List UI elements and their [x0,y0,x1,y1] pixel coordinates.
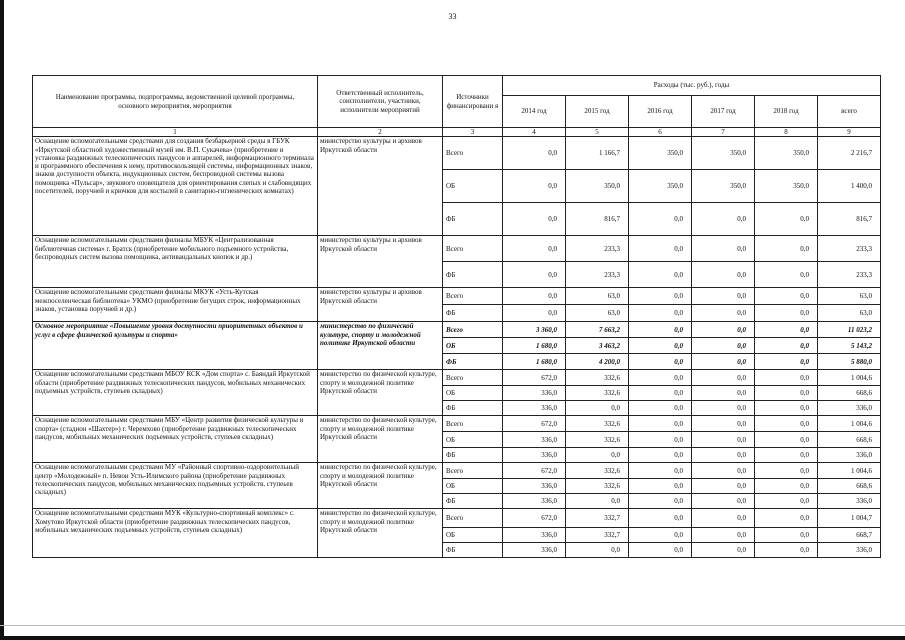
value-total: 336,0 [818,448,881,463]
value-2014: 336,0 [503,386,566,401]
value-2017: 0,0 [692,370,755,386]
value-2016: 350,0 [629,170,692,203]
value-2014: 1 680,0 [503,338,566,354]
value-2014: 672,0 [503,416,566,432]
measure-name: Основное мероприятие «Повышение уровня доступности приоритетных объектов и услуг в сфере физической культуры и спорта» [33,322,318,370]
funding-source: Всего [443,288,503,305]
value-2017: 0,0 [692,463,755,479]
value-2015: 350,0 [566,170,629,203]
value-2018: 0,0 [755,448,818,463]
value-2017: 0,0 [692,338,755,354]
funding-source: ФБ [443,448,503,463]
value-2015: 332,6 [566,463,629,479]
value-2014: 0,0 [503,288,566,305]
responsible-executor: министерство по физической культуре, спорту и молодежной политике Иркутской области [318,463,443,509]
header-year: 2015 год [566,96,629,128]
header-row [33,76,881,96]
column-number: 9 [818,128,881,137]
value-2016: 0,0 [629,386,692,401]
funding-source: ФБ [443,262,503,288]
funding-source: Всего [443,322,503,338]
value-total: 2 216,7 [818,137,881,170]
responsible-executor: министерство культуры и архивов Иркутской области [318,236,443,288]
header-year: 2017 год [692,96,755,128]
value-2018: 0,0 [755,528,818,543]
value-2017: 350,0 [692,170,755,203]
header-source: Источники финансировани я [443,76,503,128]
value-total: 336,0 [818,494,881,509]
responsible-executor: министерство по физической культуре, спорту и молодежной политике Иркутской области [318,370,443,416]
scan-edge-left [0,0,4,640]
measure-name: Оснащение вспомогательными средствами МБУ «Центр развития физической культуры и спорта» (стадион «Шахтер») г. Черемхово (приобретение раздвижных телескопических пандусов, мобильных механических подъемных устройств, ступеьев складных) [33,416,318,463]
funding-source: ОБ [443,386,503,401]
value-total: 63,0 [818,288,881,305]
value-total: 5 143,2 [818,338,881,354]
value-total: 11 023,2 [818,322,881,338]
value-total: 668,6 [818,386,881,401]
responsible-executor: министерство культуры и архивов Иркутской области [318,288,443,322]
value-2017: 0,0 [692,416,755,432]
header-total: всего [818,96,881,128]
value-2014: 672,0 [503,509,566,528]
value-2014: 0,0 [503,305,566,322]
value-total: 336,0 [818,401,881,416]
value-2015: 0,0 [566,494,629,509]
value-2018: 0,0 [755,305,818,322]
value-2015: 3 463,2 [566,338,629,354]
value-2017: 0,0 [692,479,755,494]
value-2014: 336,0 [503,494,566,509]
funding-source: Всего [443,137,503,170]
value-2016: 0,0 [629,543,692,558]
funding-source: ФБ [443,401,503,416]
value-2017: 0,0 [692,386,755,401]
measure-name: Оснащение вспомогательными средствами МУ «Районный спортивно-оздоровительный центр «Молодежный» п. Невон Усть-Илимского района (приобретение раздвижных телескопических пандусов, мобильных механических подъемных устройств, ступеьев складных) [33,463,318,509]
funding-source: Всего [443,509,503,528]
scan-edge-bottom [0,636,905,640]
value-2016: 0,0 [629,236,692,262]
value-2015: 332,6 [566,432,629,448]
funding-source: ФБ [443,494,503,509]
value-2017: 0,0 [692,401,755,416]
value-2014: 1 680,0 [503,354,566,370]
funding-source: ОБ [443,528,503,543]
table-row [33,137,881,170]
value-2016: 0,0 [629,509,692,528]
value-2018: 0,0 [755,386,818,401]
responsible-executor: министерство по физической культуре, спорту и молодежной политике Иркутской области [318,322,443,370]
value-total: 5 880,0 [818,354,881,370]
value-2016: 0,0 [629,432,692,448]
value-2016: 0,0 [629,338,692,354]
header-program: Наименование программы, подпрограммы, ведомственной целевой программы, основного мероприятия, мероприятия [33,76,318,128]
table-row [33,509,881,528]
measure-name: Оснащение вспомогательными средствами филиалы МКУК «Усть-Кутская межпоселенческая библиотека» УКМО (приобретение бегущих строк, информационных знаков, установка поручней и др.) [33,288,318,322]
value-2018: 0,0 [755,479,818,494]
value-2015: 233,3 [566,262,629,288]
value-2018: 0,0 [755,262,818,288]
table-row [33,236,881,262]
table-row [33,463,881,479]
column-number: 2 [318,128,443,137]
column-numbers-row [33,128,881,137]
value-2014: 336,0 [503,401,566,416]
value-2018: 0,0 [755,543,818,558]
value-total: 233,3 [818,236,881,262]
funding-source: ОБ [443,338,503,354]
value-2016: 0,0 [629,322,692,338]
table-row [33,416,881,432]
value-2014: 0,0 [503,262,566,288]
header-expenses: Расходы (тыс. руб.), годы [503,76,881,96]
value-total: 668,7 [818,528,881,543]
header-year: 2014 год [503,96,566,128]
value-2017: 0,0 [692,288,755,305]
value-2018: 0,0 [755,463,818,479]
header-year: 2018 год [755,96,818,128]
value-total: 1 400,0 [818,170,881,203]
value-2015: 332,7 [566,509,629,528]
table-row [33,288,881,305]
value-2015: 1 166,7 [566,137,629,170]
value-2015: 816,7 [566,203,629,236]
value-total: 668,6 [818,479,881,494]
value-2015: 233,3 [566,236,629,262]
value-2015: 332,6 [566,416,629,432]
value-2017: 350,0 [692,137,755,170]
funding-source: ФБ [443,354,503,370]
scan-artifact-line [0,625,905,626]
responsible-executor: министерство по физической культуре, спорту и молодежной политике Иркутской области [318,509,443,558]
value-2014: 336,0 [503,479,566,494]
value-2017: 0,0 [692,203,755,236]
value-2017: 0,0 [692,448,755,463]
column-number: 4 [503,128,566,137]
value-2014: 0,0 [503,236,566,262]
value-2017: 0,0 [692,322,755,338]
value-2014: 336,0 [503,543,566,558]
value-2015: 7 663,2 [566,322,629,338]
value-2014: 336,0 [503,528,566,543]
value-2017: 0,0 [692,528,755,543]
value-2014: 3 360,0 [503,322,566,338]
column-number: 5 [566,128,629,137]
value-2015: 332,6 [566,386,629,401]
value-2018: 350,0 [755,137,818,170]
value-2016: 0,0 [629,494,692,509]
value-2016: 0,0 [629,479,692,494]
value-2015: 0,0 [566,543,629,558]
value-2018: 0,0 [755,354,818,370]
value-2016: 0,0 [629,528,692,543]
value-2018: 0,0 [755,288,818,305]
measure-name: Оснащение вспомогательными средствами для создания безбарьерной среды в ГБУК «Иркутской областной художественный музей им. В.П. Сукачева» (приобретение и установка раздвижных телескопических пандусов и аппарелей, информационного терминала и программного обеспечения к нему, противоскользящей системы, информационных знаков, знаков доступности объекта, индукционных систем, беспроводной системы вызова помощника «Пульсар», звукового оповещателя для ориентирования слепых и слабовидящих посетителей, поручней и крючков для костылей в санитарно-гигиенических комнатах) [33,137,318,236]
value-2014: 0,0 [503,137,566,170]
value-2016: 0,0 [629,370,692,386]
value-total: 1 004,7 [818,509,881,528]
value-2015: 4 200,0 [566,354,629,370]
funding-source: Всего [443,416,503,432]
value-2016: 0,0 [629,262,692,288]
value-2018: 0,0 [755,322,818,338]
measure-name: Оснащение вспомогательными средствами МБОУ КСК «Дом спорта» с. Баяндай Иркутской области (приобретение раздвижных телескопических пандусов, мобильных механических подъемных устройств, ступеьев складных) [33,370,318,416]
header-year: 2016 год [629,96,692,128]
value-2018: 0,0 [755,416,818,432]
value-2017: 0,0 [692,236,755,262]
value-2018: 0,0 [755,494,818,509]
value-2016: 0,0 [629,354,692,370]
value-2018: 0,0 [755,236,818,262]
column-number: 3 [443,128,503,137]
value-2018: 0,0 [755,401,818,416]
funding-source: ФБ [443,305,503,322]
funding-source: ФБ [443,543,503,558]
value-2014: 0,0 [503,203,566,236]
measure-name: Оснащение вспомогательными средствами филиалы МБУК «Централизованная библиотечная система» г. Братск (приобретение мобильного подъемного устройства, беспроводных систем вызова помощника, антивандальных кнопок и др.) [33,236,318,288]
funding-source: ОБ [443,479,503,494]
value-2015: 332,6 [566,370,629,386]
value-2018: 0,0 [755,370,818,386]
value-2015: 63,0 [566,288,629,305]
value-2014: 672,0 [503,463,566,479]
value-2016: 0,0 [629,463,692,479]
page-number: 33 [448,12,457,21]
value-2018: 0,0 [755,432,818,448]
table-row [33,322,881,338]
funding-source: Всего [443,236,503,262]
value-2016: 0,0 [629,203,692,236]
value-2017: 0,0 [692,494,755,509]
column-number: 7 [692,128,755,137]
value-2018: 0,0 [755,203,818,236]
value-2017: 0,0 [692,262,755,288]
value-total: 63,0 [818,305,881,322]
funding-source: Всего [443,463,503,479]
header-responsible: Ответственный исполнитель, соисполнители, участники, исполнители мероприятий [318,76,443,128]
value-2015: 63,0 [566,305,629,322]
value-2018: 350,0 [755,170,818,203]
table-row [33,370,881,386]
value-2014: 336,0 [503,448,566,463]
responsible-executor: министерство культуры и архивов Иркутской области [318,137,443,236]
value-2015: 332,7 [566,528,629,543]
value-2017: 0,0 [692,432,755,448]
value-total: 336,0 [818,543,881,558]
column-number: 1 [33,128,318,137]
value-total: 1 004,6 [818,463,881,479]
funding-source: ОБ [443,432,503,448]
funding-source: Всего [443,370,503,386]
value-2015: 332,6 [566,479,629,494]
value-total: 1 004,6 [818,416,881,432]
funding-source: ОБ [443,170,503,203]
value-2015: 0,0 [566,448,629,463]
column-number: 8 [755,128,818,137]
value-2016: 0,0 [629,416,692,432]
value-2016: 0,0 [629,401,692,416]
value-total: 233,3 [818,262,881,288]
responsible-executor: министерство по физической культуре, спорту и молодежной политике Иркутской области [318,416,443,463]
funding-source: ФБ [443,203,503,236]
value-2016: 0,0 [629,288,692,305]
value-total: 816,7 [818,203,881,236]
column-number: 6 [629,128,692,137]
value-total: 668,6 [818,432,881,448]
value-2014: 672,0 [503,370,566,386]
measure-name: Оснащение вспомогательными средствами МУК «Культурно-спортивный комплекс» с. Хомутово Иркутской области (приобретение раздвижных телескопических пандусов, мобильных механических подъемных устройств, ступеьев складных) [33,509,318,558]
value-2017: 0,0 [692,543,755,558]
value-2018: 0,0 [755,509,818,528]
value-2017: 0,0 [692,305,755,322]
value-2016: 350,0 [629,137,692,170]
value-2017: 0,0 [692,354,755,370]
value-2014: 336,0 [503,432,566,448]
value-2015: 0,0 [566,401,629,416]
value-2017: 0,0 [692,509,755,528]
value-2016: 0,0 [629,448,692,463]
value-total: 1 004,6 [818,370,881,386]
value-2016: 0,0 [629,305,692,322]
expenses-table [32,75,881,558]
value-2014: 0,0 [503,170,566,203]
table-body [33,76,881,558]
value-2018: 0,0 [755,338,818,354]
